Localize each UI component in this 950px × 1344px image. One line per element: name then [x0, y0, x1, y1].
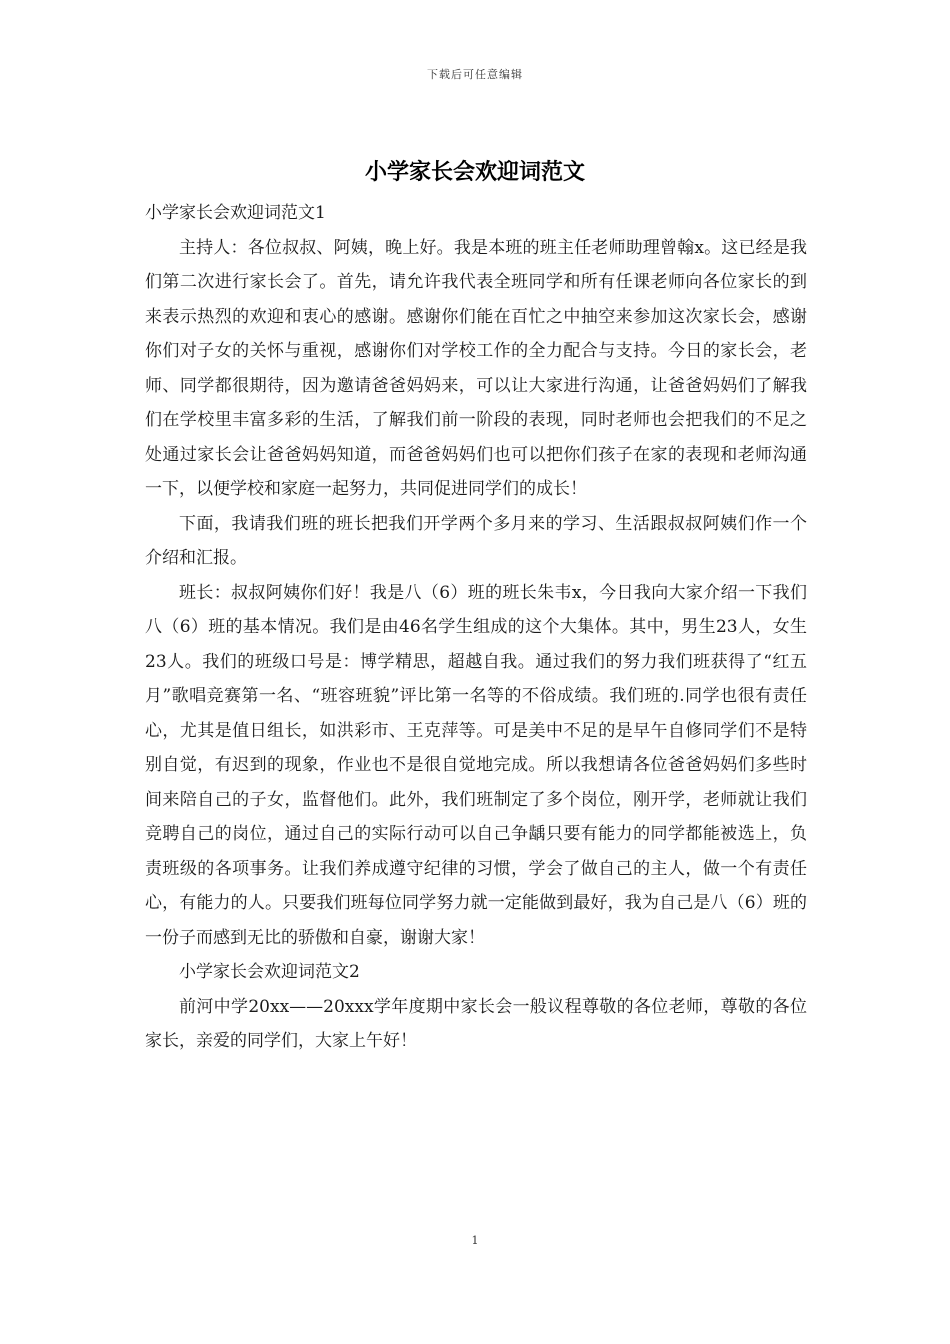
paragraph: 下面，我请我们班的班长把我们开学两个多月来的学习、生活跟叔叔阿姨们作一个介绍和汇报。 [145, 513, 807, 568]
page-number: 1 [471, 1234, 479, 1247]
paragraph: 班长：叔叔阿姨你们好！我是八（6）班的班长朱韦x，今日我向大家介绍一下我们八（6）班的基本情况。我们是由46名学生组成的这个大集体。其中，男生23人，女生23人。我们的班级口号是：博学精思，超越自我。通过我们的努力我们班获得了“红五月”歌唱竞赛第一名、“班容班貌”评比第一名等的不俗成绩。我们班的.同学也很有责任心，尤其是值日组长，如洪彩市、王克萍等。可是美中不足的是早午自修同学们不是特别自觉，有迟到的现象，作业也不是很自觉地完成。所以我想请各位爸爸妈妈们多些时间来陪自己的子女，监督他们。此外，我们班制定了多个岗位，刚开学，老师就让我们竞聘自己的岗位，通过自己的实际行动可以自己争龋只要有能力的同学都能被选上，负责班级的各项事务。让我们养成遵守纪律的习惯，学会了做自己的主人，做一个有责任心，有能力的人。只要我们班每位同学努力就一定能做到最好，我为自己是八（6）班的一份子而感到无比的骄傲和自豪，谢谢大家！ [145, 582, 807, 948]
page-header: 下载后可任意编辑 [427, 68, 523, 81]
paragraph: 主持人：各位叔叔、阿姨，晚上好。我是本班的班主任老师助理曾翰x。这已经是我们第二次进行家长会了。首先，请允许我代表全班同学和所有任课老师向各位家长的到来表示热烈的欢迎和衷心的感谢。感谢你们能在百忙之中抽空来参加这次家长会，感谢你们对子女的关怀与重视，感谢你们对学校工作的全力配合与支持。今日的家长会，老师、同学都很期待，因为邀请爸爸妈妈来，可以让大家进行沟通，让爸爸妈妈们了解我们在学校里丰富多彩的生活，了解我们前一阶段的表现，同时老师也会把我们的不足之处通过家长会让爸爸妈妈知道，而爸爸妈妈们也可以把你们孩子在家的表现和老师沟通一下，以便学校和家庭一起努力，共同促进同学们的成长！ [145, 237, 807, 499]
section-heading: 小学家长会欢迎词范文2 [179, 962, 360, 982]
paragraph: 前河中学20xx——20xxx学年度期中家长会一般议程尊敬的各位老师，尊敬的各位家长，亲爱的同学们，大家上午好！ [145, 996, 807, 1051]
document-body [145, 196, 807, 1059]
document-title: 小学家长会欢迎词范文 [364, 159, 585, 185]
section-heading: 小学家长会欢迎词范文1 [145, 203, 326, 223]
